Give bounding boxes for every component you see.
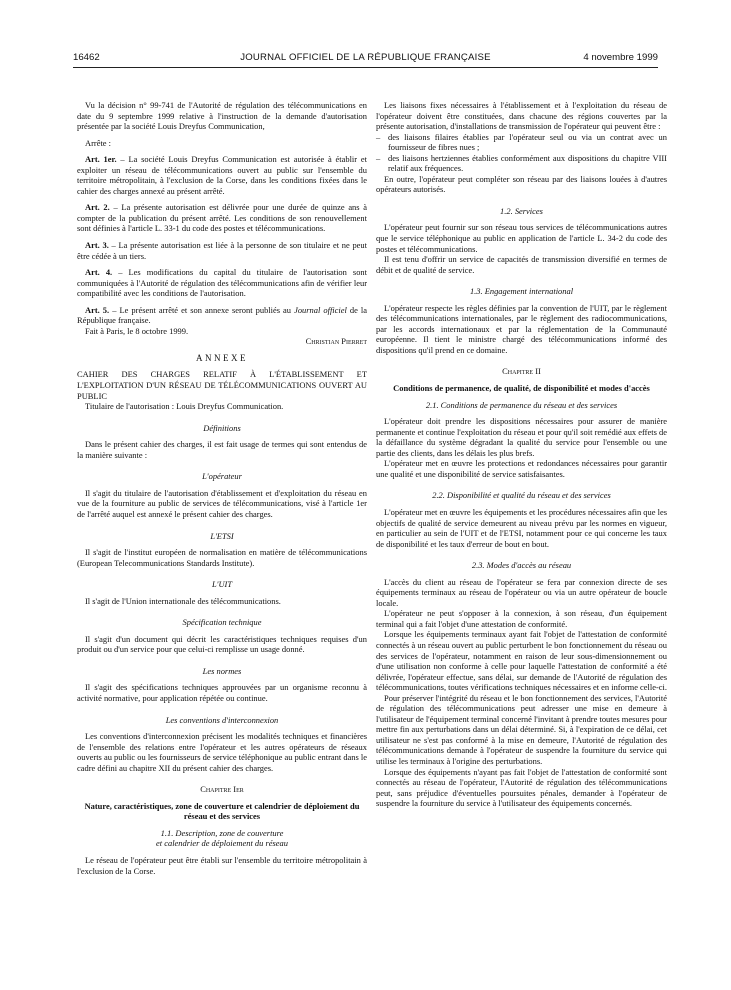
spec-text: Il s'agit d'un document qui décrit les caractéristiques techniques requises d'un produit ou d'un service pour que celui-ci remplisse un usage donné. bbox=[77, 633, 367, 655]
uit-title: L'UIT bbox=[211, 579, 233, 590]
page-header bbox=[73, 52, 658, 68]
section-1-1-title-a: 1.1. Description, zone de couverture bbox=[160, 827, 284, 838]
chapitre-1-title: Nature, caractéristiques, zone de couverture et calendrier de déploiement du réseau et des services bbox=[84, 800, 360, 822]
section-2-2-text: L'opérateur met en œuvre les équipements et les procédures nécessaires afin que les objectifs de qualité de service demeurent au niveau prévu par les normes en vigueur, en particulier au sein de l'UIT et de l'ETSI, notamment pour ce qui concerne les taux de disponibilité et les taux d'erreur de bout en bout. bbox=[376, 506, 667, 549]
article-4-text: – Les modifications du capital du titulaire de l'autorisation sont communiquées à l'Autorité de régulation des télécommunications afin de vérifier leur compatibilité avec les conditions de l'autorisation. bbox=[77, 267, 367, 299]
section-1-2-text-2: Il est tenu d'offrir un service de capacités de transmission diversifié en termes de débit et de qualité de service. bbox=[376, 254, 667, 275]
article-5-text-b: Journal officiel bbox=[294, 304, 347, 315]
section-1-1-text: Le réseau de l'opérateur peut être établi sur l'ensemble du territoire métropolitain à l'exclusion de la Corse. bbox=[77, 854, 367, 876]
article-5-text-a: – Le présent arrêté et son annexe seront publiés au bbox=[109, 304, 295, 315]
etsi-title: L'ETSI bbox=[210, 530, 234, 541]
chapitre-1: Chapitre Ier bbox=[200, 784, 244, 795]
operateur-title: L'opérateur bbox=[202, 471, 242, 482]
arrete-label: Arrête : bbox=[85, 137, 112, 148]
operateur-text: Il s'agit du titulaire de l'autorisation d'établissement et d'exploitation du réseau en vue de la fourniture au public de services de télécommunications, visé à l'article 1er de l'arrêté auquel est annexé le présent cahier des charges. bbox=[77, 487, 367, 519]
section-1-2-title: 1.2. Services bbox=[500, 205, 543, 216]
list-item: – des liaisons filaires établies par l'opérateur seul ou via un contrat avec un fournisseur de fibres nues ; bbox=[376, 131, 667, 153]
liaisons-paragraph: Les liaisons fixes nécessaires à l'établissement et à l'exploitation du réseau de l'opérateur doivent être constituées, dans chacune des régions couvertes par la présente autorisation, d'installations de transmission de l'opérateur qui peuvent être : bbox=[376, 100, 667, 132]
cahier-title: CAHIER DES CHARGES RELATIF À L'ÉTABLISSEMENT ET L'EXPLOITATION D'UN RÉSEAU DE TÉLÉCOMMUNICATIONS OUVERT AU PUBLIC bbox=[77, 369, 367, 401]
journal-title: JOURNAL OFFICIEL DE LA RÉPUBLIQUE FRANÇAISE bbox=[240, 52, 491, 63]
section-2-1-title: 2.1. Conditions de permanence du réseau et des services bbox=[425, 399, 618, 410]
annexe-title: ANNEXE bbox=[196, 352, 248, 363]
normes-title: Les normes bbox=[202, 665, 242, 676]
page-number: 16462 bbox=[73, 52, 100, 63]
article-5-text-c: de la République française. bbox=[77, 304, 367, 326]
conventions-text: Les conventions d'interconnexion précisent les modalités techniques et financières de l'ensemble des relations entre l'opérateur et les autres opérateurs de réseaux ouverts au public ou les fournisseurs de service téléphonique au public entrant dans le cadre défini au chapitre XII du présent cahier des charges. bbox=[77, 731, 367, 773]
en-outre-paragraph: En outre, l'opérateur peut compléter son réseau par des liaisons louées à d'autres opérateurs autorisés. bbox=[376, 173, 667, 195]
section-2-1-text-2: L'opérateur met en œuvre les protections et redondances nécessaires pour garantir une qualité et une disponibilité de service satisfaisantes. bbox=[376, 458, 667, 479]
section-2-2-title: 2.2. Disponibilité et qualité du réseau et des services bbox=[432, 490, 611, 501]
article-1-text: – La société Louis Dreyfus Communication est autorisée à établir et exploiter un réseau de télécommunications ouvert au public sur l'ensemble du territoire métropolitain, à l'exclusion de la Corse, dans les conditions fixées dans le cahier des charges annexé au présent arrêté. bbox=[77, 154, 367, 196]
left-column bbox=[77, 100, 367, 876]
article-4-label: Art. 4. bbox=[85, 267, 113, 278]
article-5-label: Art. 5. bbox=[85, 304, 110, 315]
conventions-title: Les conventions d'interconnexion bbox=[165, 714, 279, 725]
issue-date: 4 novembre 1999 bbox=[583, 52, 658, 63]
signature: Christian Pierret bbox=[305, 336, 367, 347]
etsi-text: Il s'agit de l'institut européen de normalisation en matière de télécommunications (European Telecommunications Standards Institute). bbox=[77, 547, 367, 568]
uit-text: Il s'agit de l'Union internationale des télécommunications. bbox=[85, 595, 281, 606]
titulaire: Titulaire de l'autorisation : Louis Dreyfus Communication. bbox=[85, 401, 284, 412]
article-3 bbox=[77, 240, 367, 261]
normes-text: Il s'agit des spécifications techniques approuvées par un organisme reconnu à activité normative, pour application répétée ou continue. bbox=[77, 682, 367, 703]
section-2-3-text-2: L'opérateur ne peut s'opposer à la connexion, à son réseau, d'un équipement terminal qui a fait l'objet d'une attestation de conformité. bbox=[376, 608, 667, 629]
section-2-3-text-5: Lorsque des équipements n'ayant pas fait l'objet de l'attestation de conformité sont connectés au réseau de l'opérateur, l'Autorité de régulation des télécommunications peut, sans préjudice d'éventuelles poursuites pénales, demander à l'opérateur de suspendre la fourniture du service à l'utilisateur des équipements concernés. bbox=[376, 766, 667, 809]
article-1 bbox=[77, 154, 367, 196]
list-item: – des liaisons hertziennes établies conformément aux dispositions du chapitre VIII relatif aux fréquences. bbox=[376, 152, 667, 174]
article-3-label: Art. 3. bbox=[85, 240, 109, 251]
section-2-3-text-3: Lorsque les équipements terminaux ayant fait l'objet de l'attestation de conformité connectés à un réseau ouvert au public perturbent le bon fonctionnement du réseau ou des services de l'opérateur, notamment en raison de leur sous-dimensionnement ou d'une utilisation non conforme à celle pour laquelle l'attestation de conformité a été délivrée, l'opérateur effectue, sans délai, sur demande de l'Autorité de régulation des télécommunications, toutes vérifications techniques nécessaires et en informe celle-ci. bbox=[376, 629, 667, 693]
article-5 bbox=[77, 305, 367, 326]
definitions-title: Définitions bbox=[203, 422, 241, 433]
article-2-label: Art. 2. bbox=[85, 202, 110, 213]
section-2-3-text-4: Pour préserver l'intégrité du réseau et le bon fonctionnement des services, l'Autorité de régulation des télécommunications peut adresser une mise en demeure à l'utilisateur de l'équipement terminal concerné l'invitant à prendre toutes mesures pour mettre fin aux perturbations dans un délai déterminé. Si, à l'expiration de ce délai, cet utilisateur ne s'est pas conformé à la mise en demeure, l'Autorité de régulation des télécommunications demande à l'opérateur de suspendre la fourniture du service qui utilise les terminaux à l'origine des perturbations. bbox=[376, 692, 667, 766]
liaisons-list bbox=[376, 132, 667, 174]
article-2 bbox=[77, 202, 367, 234]
bullet-2-text: des liaisons hertziennes établies conformément aux dispositions du chapitre VIII relatif aux fréquences. bbox=[388, 152, 667, 174]
section-1-2-text-1: L'opérateur peut fournir sur son réseau tous services de télécommunications autres que le service téléphonique au public en application de l'article L. 34-2 du code des postes et télécommunications. bbox=[376, 222, 667, 254]
section-1-3-text: L'opérateur respecte les règles définies par la convention de l'UIT, par le règlement des télécommunications internationales, par le règlement des radiocommunications, par les accords internationaux et par la réglementation de la Communauté européenne. Il tient le ministre chargé des télécommunications informé des dispositions qu'il prend en ce domaine. bbox=[376, 302, 667, 355]
fait-a-paris: Fait à Paris, le 8 octobre 1999. bbox=[85, 325, 189, 336]
header-rule bbox=[73, 67, 658, 68]
article-2-text: – La présente autorisation est délivrée pour une durée de quinze ans à compter de la publication du présent arrêté. Les conditions de son renouvellement sont définies à l'article L. 33-1 du code des postes et télécommunications. bbox=[77, 202, 367, 234]
section-2-3-text-1: L'accès du client au réseau de l'opérateur se fera par connexion directe de ses équipements terminaux au réseau de l'opérateur ou via un autre opérateur de boucle locale. bbox=[376, 576, 667, 608]
article-3-text: – La présente autorisation est liée à la personne de son titulaire et ne peut être cédée à un tiers. bbox=[77, 240, 367, 261]
chapitre-2-title: Conditions de permanence, de qualité, de disponibilité et modes d'accès bbox=[393, 383, 650, 394]
definitions-intro: Dans le présent cahier des charges, il est fait usage de termes qui sont entendus de la manière suivante : bbox=[77, 439, 367, 460]
section-1-3-title: 1.3. Engagement international bbox=[469, 286, 574, 297]
vu-paragraph: Vu la décision n° 99-741 de l'Autorité de régulation des télécommunications en date du 9 septembre 1999 relative à l'instruction de la demande d'autorisation présentée par la société Louis Dreyfus Communication, bbox=[77, 100, 367, 132]
section-1-1-title-b: et calendrier de déploiement du réseau bbox=[156, 838, 288, 849]
chapitre-2: Chapitre II bbox=[502, 366, 541, 377]
bullet-1-text: des liaisons filaires établies par l'opérateur seul ou via un contrat avec un fournisseur de fibres nues ; bbox=[388, 131, 667, 153]
article-1-label: Art. 1er. bbox=[85, 154, 117, 165]
right-column bbox=[376, 100, 667, 809]
article-4 bbox=[77, 267, 367, 299]
section-2-3-title: 2.3. Modes d'accès au réseau bbox=[471, 560, 572, 571]
spec-title: Spécification technique bbox=[182, 617, 262, 628]
section-2-1-text-1: L'opérateur doit prendre les dispositions nécessaires pour assurer de manière permanente et continue l'exploitation du réseau et pour qu'il soit remédié aux effets de la défaillance du système dégradant la qualité du service pour l'ensemble ou une partie des clients, dans les délais les plus brefs. bbox=[376, 416, 667, 458]
